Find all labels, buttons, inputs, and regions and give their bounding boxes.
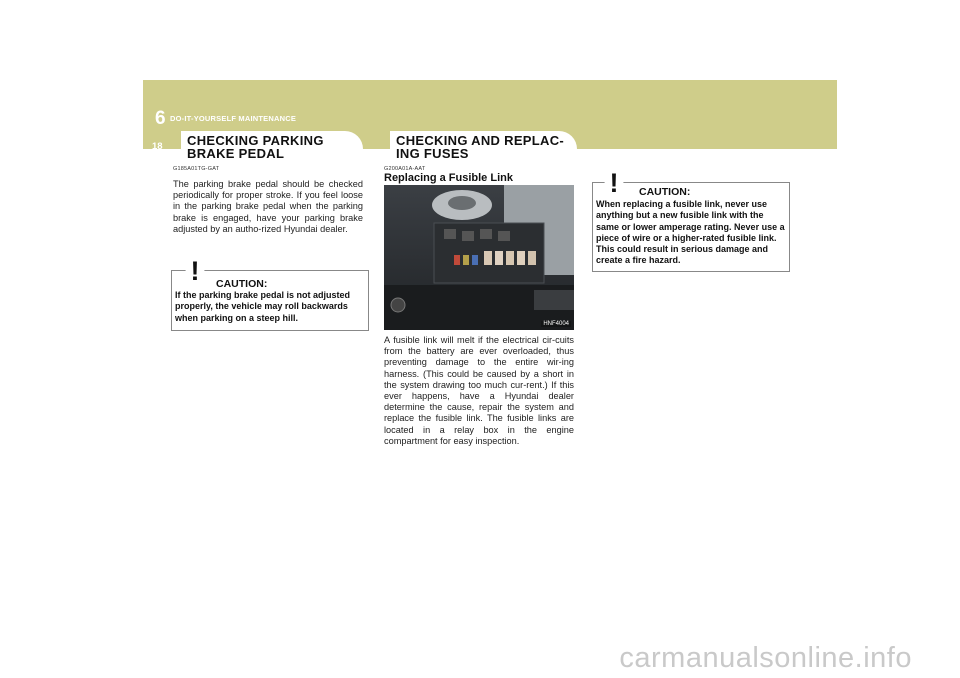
warning-triangle-icon bbox=[598, 165, 630, 195]
engine-relay-box-photo bbox=[384, 185, 574, 330]
caution-label: CAUTION: bbox=[216, 278, 268, 290]
section-code: G185A01TG-GAT bbox=[173, 166, 220, 172]
section-tab-fuses bbox=[390, 131, 577, 165]
section-title-line2: ING FUSES bbox=[396, 146, 469, 161]
section-tab-parking-brake bbox=[181, 131, 363, 165]
caution-text-parking-brake: If the parking brake pedal is not adjusted properly, the vehicle may roll backwards when parking on a steep hill. bbox=[175, 290, 351, 323]
chapter-title: DO-IT-YOURSELF MAINTENANCE bbox=[170, 114, 297, 123]
section-code: G200A01A-AAT bbox=[384, 166, 426, 172]
fusible-link-body: A fusible link will melt if the electrical cir-cuits from the battery are ever overloaded, thus preventing damage to the entire wir-ing harness. (This could be caused by a short in the system drawing too much cur-rent.) If this ever happens, have a Hyundai dealer determine the cause, repair the system and replace the fusible link. The fusible links are located in a relay box in the engine compartment for easy inspection. bbox=[384, 335, 574, 446]
section-title-line1: CHECKING AND REPLAC- bbox=[396, 133, 565, 148]
caution-text-fusible-link: When replacing a fusible link, never use anything but a new fusible link with the same or lower amperage rating. Never use a piece of wire or a higher-rated fusible link. This could result in serious damage and create a fire hazard. bbox=[596, 199, 785, 266]
photo-caption: HNF4004 bbox=[543, 321, 569, 327]
svg-text:!: ! bbox=[190, 256, 200, 283]
svg-text:!: ! bbox=[609, 168, 619, 195]
section-title-line2: BRAKE PEDAL bbox=[187, 146, 285, 161]
page-number: 18 bbox=[152, 141, 163, 152]
warning-triangle-icon bbox=[179, 253, 211, 283]
engine-photo-illustration bbox=[384, 185, 574, 330]
subheading-fusible-link: Replacing a Fusible Link bbox=[384, 172, 513, 184]
caution-label: CAUTION: bbox=[639, 186, 691, 198]
parking-brake-body: The parking brake pedal should be checked periodically for proper stroke. If you feel loose in the parking brake pedal when the parking brake is engaged, have your parking brake adjusted by an autho-rized Hyundai dealer. bbox=[173, 179, 363, 234]
chapter-number: 6 bbox=[155, 108, 166, 129]
section-title-line1: CHECKING PARKING bbox=[187, 133, 324, 148]
watermark: carmanualsonline.info bbox=[619, 642, 912, 674]
